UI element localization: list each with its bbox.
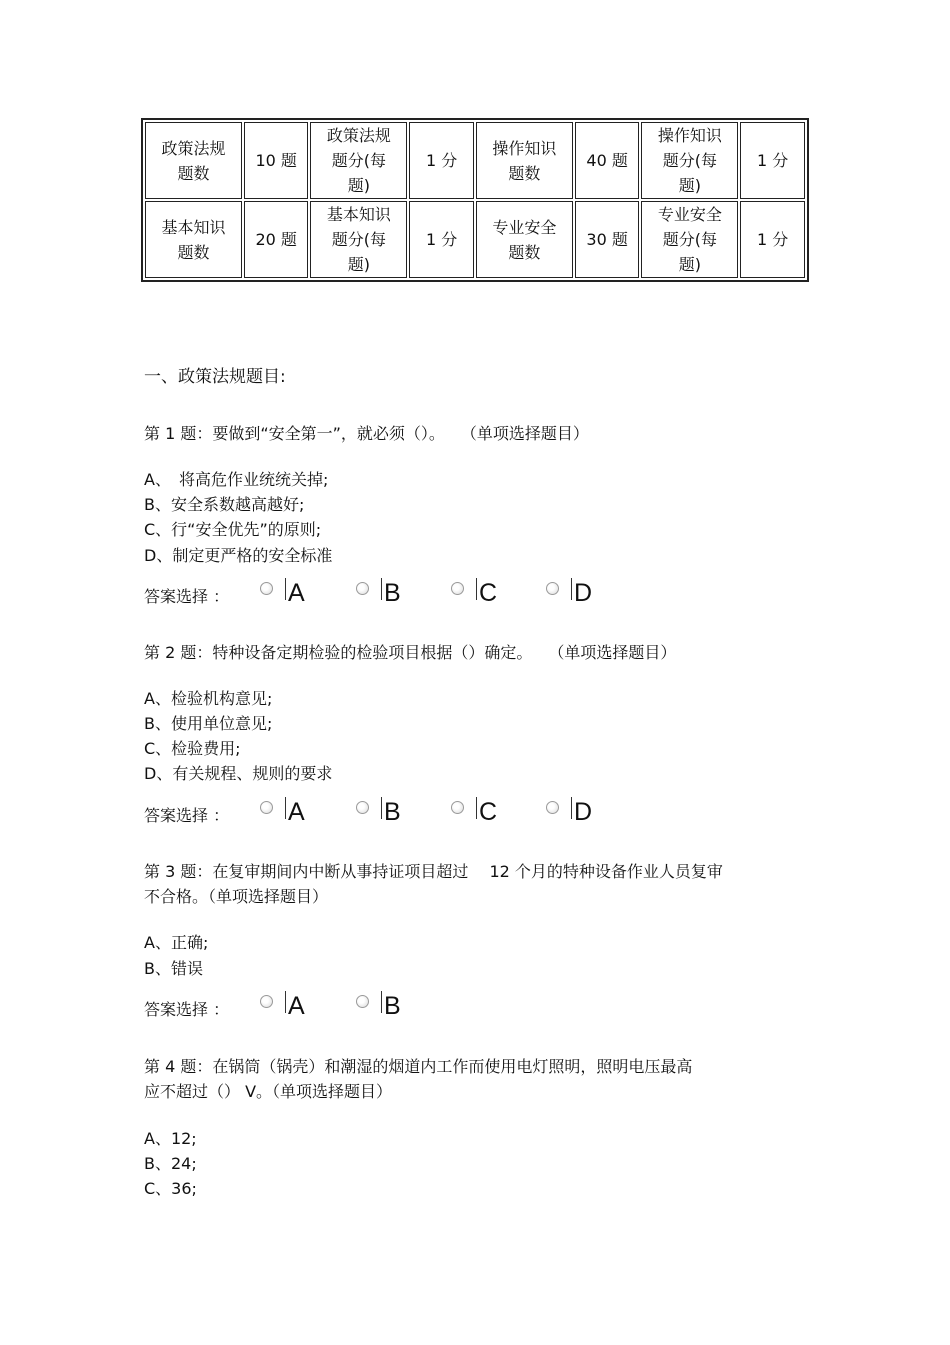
section-title: 一、政策法规题目:	[144, 367, 286, 387]
choice-label: C	[479, 798, 498, 826]
answer-choice-c[interactable]	[451, 576, 511, 610]
table-cell: 1 分	[409, 122, 474, 199]
answer-row	[144, 576, 744, 610]
divider	[571, 578, 572, 600]
option-item: A、检验机构意见;	[144, 689, 273, 708]
option-item: D、制定更严格的安全标准	[144, 546, 333, 565]
question-text: 第 2 题：特种设备定期检验的检验项目根据（）确定。 （单项选择题目）	[144, 643, 677, 662]
divider	[381, 578, 382, 600]
answer-choice-b[interactable]	[356, 576, 416, 610]
table-cell: 基本知识 题数	[145, 201, 242, 278]
table-cell: 20 题	[244, 201, 309, 278]
divider	[476, 578, 477, 600]
choice-label: A	[288, 992, 305, 1020]
option-item: A、 将高危作业统统关掉;	[144, 470, 329, 489]
option-item: B、24;	[144, 1154, 197, 1173]
answer-choice-d[interactable]	[546, 795, 606, 829]
table-cell: 40 题	[575, 122, 640, 199]
radio-button[interactable]	[356, 582, 369, 595]
answer-choice-c[interactable]	[451, 795, 511, 829]
answer-row	[144, 795, 744, 829]
choice-label: B	[384, 579, 401, 607]
table-row	[145, 122, 805, 199]
option-item: C、36;	[144, 1179, 197, 1198]
divider	[285, 991, 286, 1013]
divider	[476, 797, 477, 819]
answer-choice-a[interactable]	[260, 795, 320, 829]
option-item: B、安全系数越高越好;	[144, 495, 305, 514]
choice-label: A	[288, 798, 305, 826]
table-cell: 30 题	[575, 201, 640, 278]
answer-choice-a[interactable]	[260, 989, 320, 1023]
option-item: B、使用单位意见;	[144, 714, 273, 733]
radio-button[interactable]	[356, 995, 369, 1008]
question-text: 第 4 题：在锅筒（锅壳）和潮湿的烟道内工作而使用电灯照明，照明电压最高 应不超过（） V。（单项选择题目）	[144, 1057, 693, 1101]
table-cell: 政策法规 题分(每 题)	[310, 122, 407, 199]
option-item: A、12;	[144, 1129, 197, 1148]
table-cell: 政策法规 题数	[145, 122, 242, 199]
table-cell: 操作知识 题分(每 题)	[641, 122, 738, 199]
radio-button[interactable]	[546, 801, 559, 814]
answer-label: 答案选择 ：	[144, 1000, 230, 1019]
divider	[285, 578, 286, 600]
radio-button[interactable]	[356, 801, 369, 814]
divider	[381, 797, 382, 819]
choice-label: A	[288, 579, 305, 607]
question-text: 第 1 题：要做到“安全第一”，就必须（）。 （单项选择题目）	[144, 424, 589, 443]
divider	[381, 991, 382, 1013]
answer-choice-b[interactable]	[356, 795, 416, 829]
table-cell: 1 分	[740, 122, 805, 199]
question-text: 第 3 题：在复审期间内中断从事持证项目超过 12 个月的特种设备作业人员复审 不合格。（单项选择题目）	[144, 862, 723, 906]
choice-label: C	[479, 579, 498, 607]
option-item: C、检验费用;	[144, 739, 241, 758]
table-cell: 1 分	[740, 201, 805, 278]
table-cell: 专业安全 题分(每 题)	[641, 201, 738, 278]
radio-button[interactable]	[260, 582, 273, 595]
choice-label: B	[384, 992, 401, 1020]
answer-choice-d[interactable]	[546, 576, 606, 610]
answer-choice-a[interactable]	[260, 576, 320, 610]
answer-choice-b[interactable]	[356, 989, 416, 1023]
option-item: D、有关规程、规则的要求	[144, 764, 333, 783]
radio-button[interactable]	[451, 801, 464, 814]
table-cell: 操作知识 题数	[476, 122, 573, 199]
divider	[571, 797, 572, 819]
option-item: C、行“安全优先”的原则;	[144, 520, 322, 539]
option-item: A、正确;	[144, 933, 209, 952]
radio-button[interactable]	[260, 995, 273, 1008]
radio-button[interactable]	[451, 582, 464, 595]
table-cell: 专业安全 题数	[476, 201, 573, 278]
choice-label: D	[574, 798, 593, 826]
table-cell: 10 题	[244, 122, 309, 199]
radio-button[interactable]	[260, 801, 273, 814]
table-cell: 基本知识 题分(每 题)	[310, 201, 407, 278]
answer-label: 答案选择 ：	[144, 806, 230, 825]
answer-label: 答案选择 ：	[144, 587, 230, 606]
radio-button[interactable]	[546, 582, 559, 595]
score-table	[141, 118, 809, 282]
choice-label: D	[574, 579, 593, 607]
choice-label: B	[384, 798, 401, 826]
divider	[285, 797, 286, 819]
table-cell: 1 分	[409, 201, 474, 278]
table-row	[145, 201, 805, 278]
answer-row	[144, 989, 744, 1023]
option-item: B、错误	[144, 959, 203, 978]
